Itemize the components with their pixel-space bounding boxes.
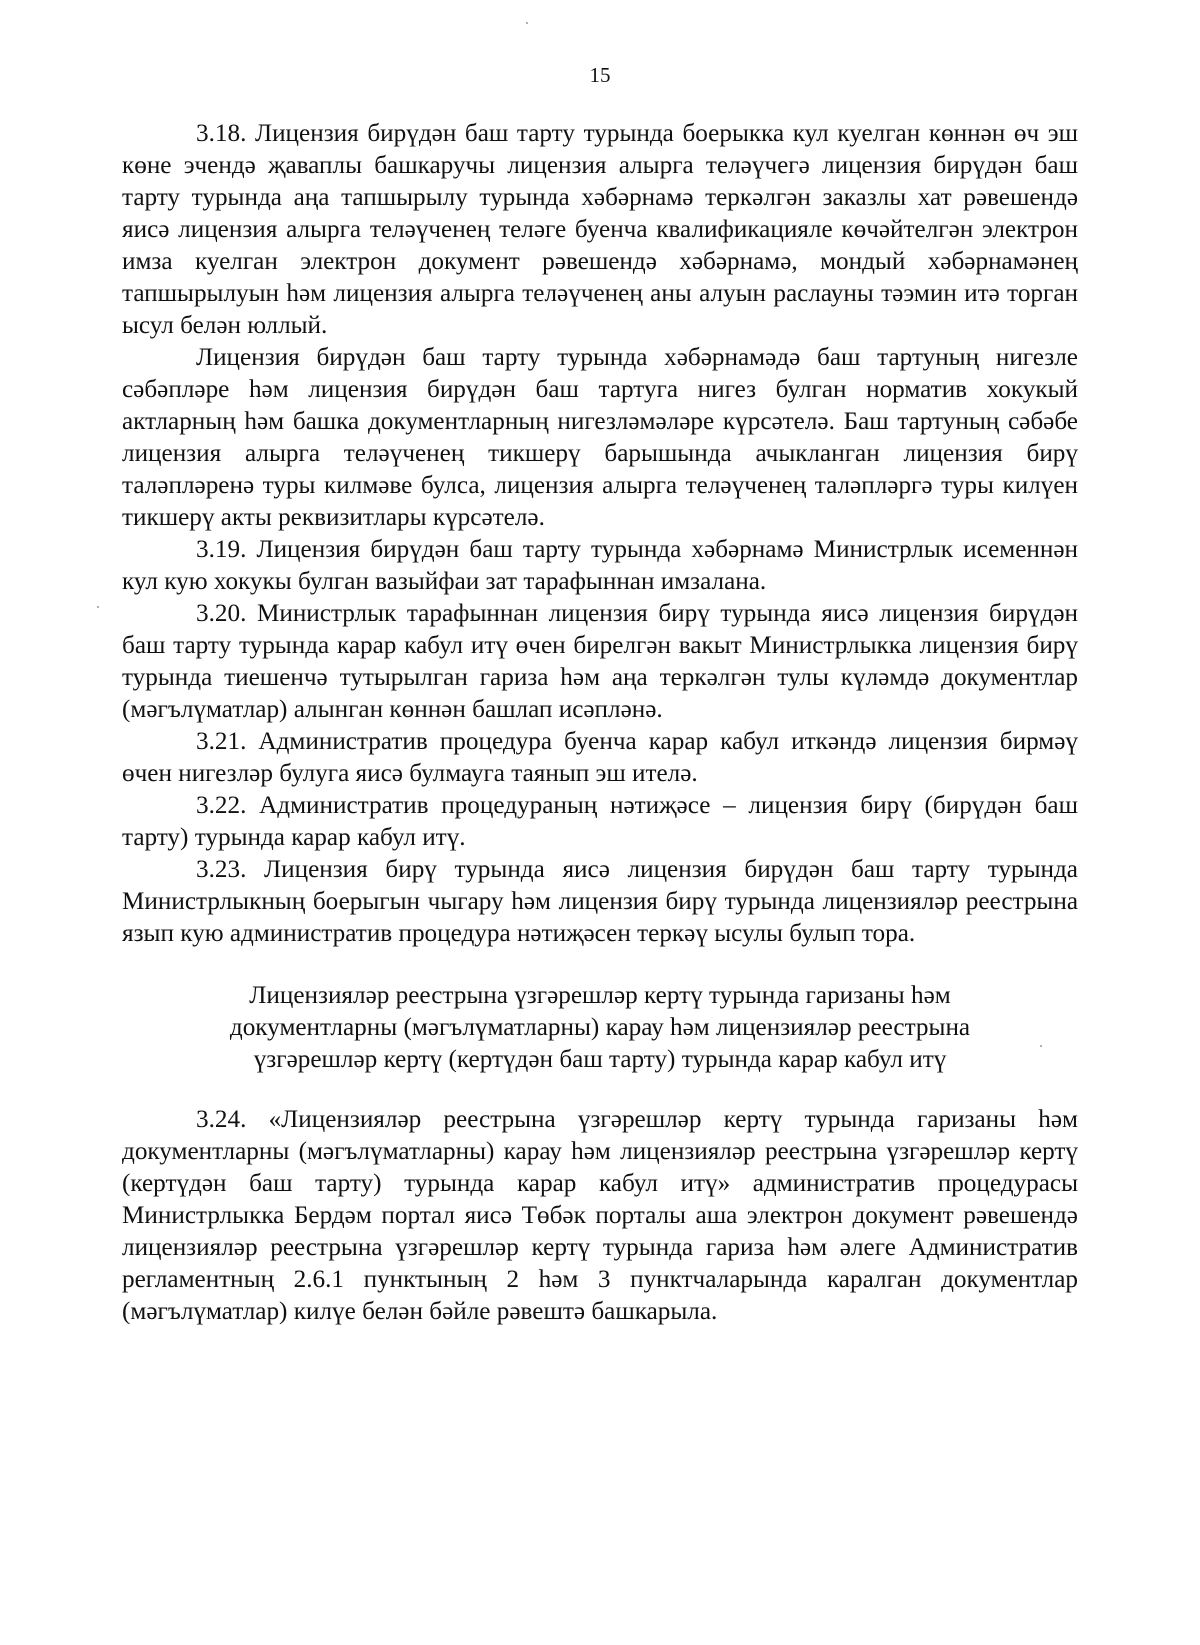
document-body (122, 118, 1078, 1328)
scan-speck (526, 22, 528, 24)
paragraph-refusal-notice: Лицензия бирүдән баш тарту турында хәбәрнамәдә баш тартуның нигезле сәбәпләре һәм лицензия бирүдән баш тартуга нигез булган норматив хокукый актларның һәм башка документларның нигезләмәләре күрсәтелә. Баш тартуның сәбәбе лицензия алырга теләүченең тикшерү барышында ачыкланган лицензия бирү таләпләренә туры килмәве булса, лицензия алырга теләүченең таләпләргә туры килүен тикшерү акты реквизитлары күрсәтелә. (122, 344, 1078, 531)
section-heading-line: документларны (мәгълүматларны) карау һәм лицензияләр реестрына (229, 1014, 971, 1041)
paragraph-3-24: 3.24. «Лицензияләр реестрына үзгәрешләр кертү турында гаризаны һәм документларны (мәгълүматларны) карау һәм лицензияләр реестрына үзгәрешләр кертү (кертүдән баш тарту) турында карар кабул итү» административ процедурасы Министрлыкка Бердәм портал яисә Төбәк порталы аша электрон документ рәвешендә лицензияләр реестрына үзгәрешләр кертү турында гариза һәм әлеге Административ регламентның 2.6.1 пунктының 2 һәм 3 пунктчаларында каралган документлар (мәгълүматлар) килүе белән бәйле рәвештә башкарыла. (122, 1106, 1078, 1325)
paragraph-3-22: 3.22. Административ процедураның нәтиҗәсе – лицензия бирү (бирүдән баш тарту) турында карар кабул итү. (122, 792, 1078, 851)
paragraph-3-18: 3.18. Лицензия бирүдән баш тарту турында боерыкка кул куелган көннән өч эш көне эчендә җаваплы башкаручы лицензия алырга теләүчегә лицензия бирүдән баш тарту турында аңа тапшырылу турында хәбәрнамә теркәлгән заказлы хат рәвешендә яисә лицензия алырга теләүченең теләге буенча квалификацияле көчәйтелгән электрон имза куелган электрон документ рәвешендә хәбәрнамә, мондый хәбәрнамәнең тапшырылуын һәм лицензия алырга теләүченең аны алуын раслауны тәэмин итә торган ысул белән юллый. (122, 120, 1078, 339)
scan-speck (97, 606, 99, 608)
section-heading-line: үзгәрешләр кертү (кертүдән баш тарту) турында карар кабул итү (253, 1046, 947, 1073)
paragraph-3-20: 3.20. Министрлык тарафыннан лицензия бирү турында яисә лицензия бирүдән баш тарту турында карар кабул итү өчен бирелгән вакыт Министрлыкка лицензия бирү турында тиешенчә тутырылган гариза һәм аңа теркәлгән тулы күләмдә документлар (мәгълүматлар) алынган көннән башлап исәпләнә. (122, 600, 1078, 723)
paragraph-3-23: 3.23. Лицензия бирү турында яисә лицензия бирүдән баш тарту турында Министрлыкның боерыгын чыгару һәм лицензия бирү турында лицензияләр реестрына язып кую административ процедура нәтиҗәсен теркәү ысулы булып тора. (122, 856, 1078, 947)
paragraph-3-19: 3.19. Лицензия бирүдән баш тарту турында хәбәрнамә Министрлык исеменнән кул кую хокукы булган вазыйфаи зат тарафыннан имзалана. (122, 536, 1078, 595)
page-number: 15 (589, 63, 611, 87)
section-heading (122, 980, 1078, 1076)
section-heading-line: Лицензияләр реестрына үзгәрешләр кертү турында гаризаны һәм (249, 982, 951, 1009)
paragraph-3-21: 3.21. Административ процедура буенча карар кабул иткәндә лицензия бирмәү өчен нигезләр булуга яисә булмауга таянып эш ителә. (122, 728, 1078, 787)
